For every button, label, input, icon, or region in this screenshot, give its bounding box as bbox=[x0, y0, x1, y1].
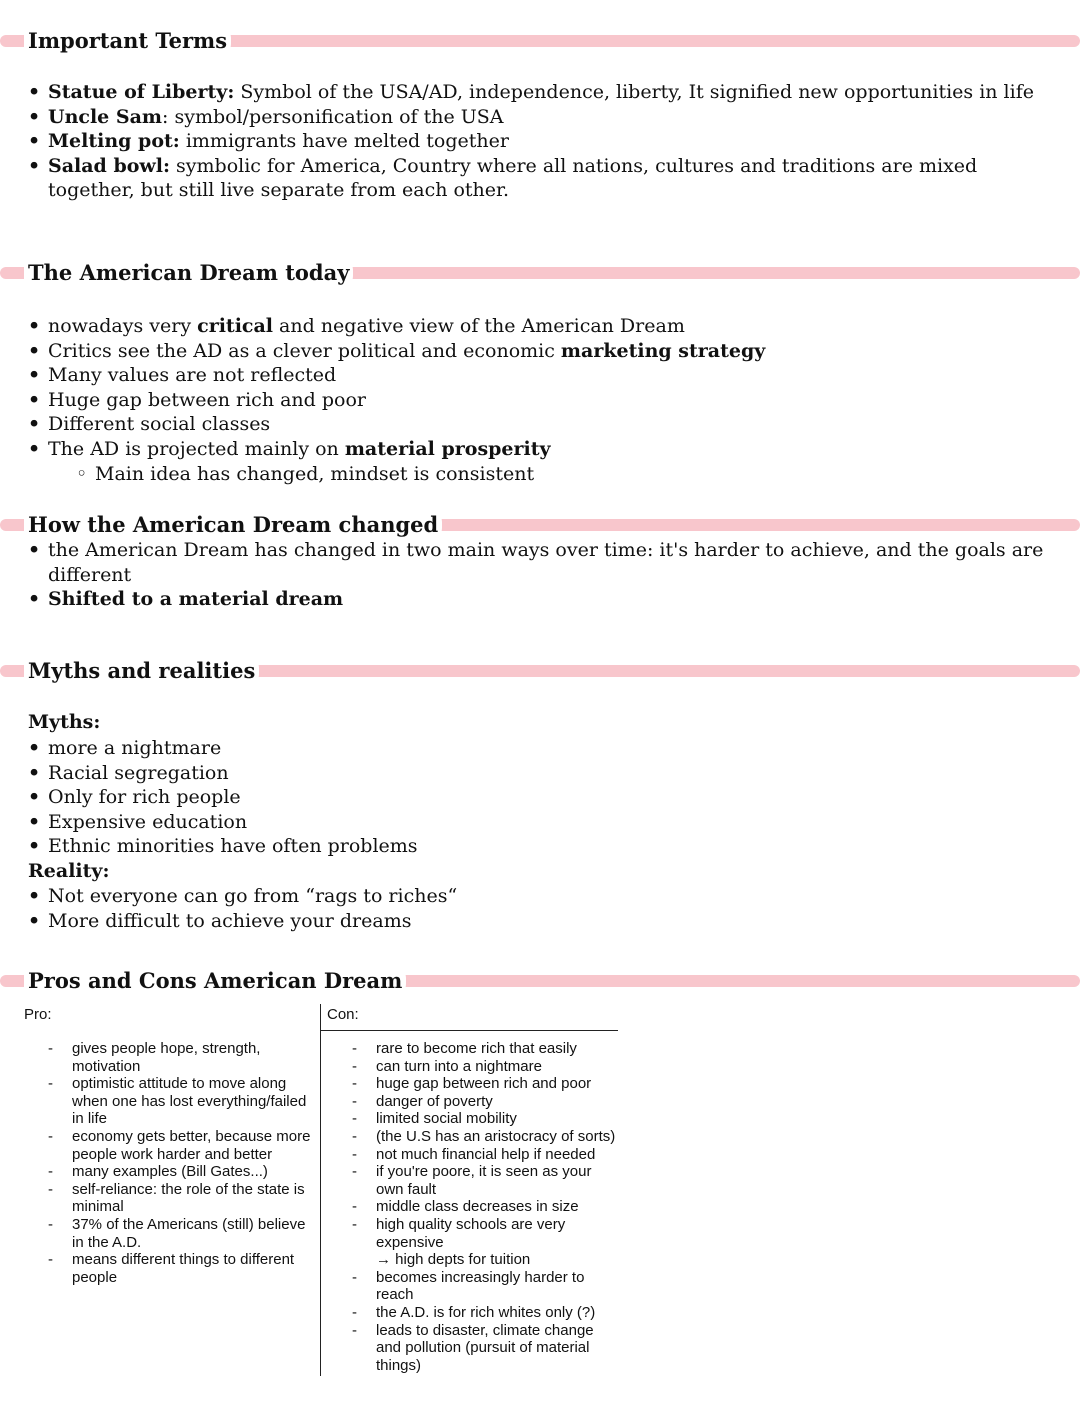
list-item: • the American Dream has changed in two main ways over time: it's harder to achieve, and the goals are different bbox=[28, 538, 1068, 587]
list-item: • Melting pot: immigrants have melted together bbox=[28, 129, 1048, 154]
list-item: • Many values are not reflected bbox=[28, 363, 1028, 388]
list-item: - optimistic attitude to move along when one has lost everything/failed in life bbox=[48, 1075, 318, 1128]
list-item: • The AD is projected mainly on material prosperity bbox=[28, 437, 1028, 462]
reality-list bbox=[28, 884, 628, 933]
list-item: - middle class decreases in size bbox=[352, 1198, 622, 1216]
list-item: - the A.D. is for rich whites only (?) bbox=[352, 1304, 622, 1322]
list-item: - many examples (Bill Gates...) bbox=[48, 1163, 318, 1181]
list-item: • Racial segregation bbox=[28, 761, 628, 786]
list-item: • Salad bowl: symbolic for America, Country where all nations, cultures and traditions are mixed together, but still live separate from each other. bbox=[28, 154, 1048, 203]
list-item: - danger of poverty bbox=[352, 1093, 622, 1111]
changed-list bbox=[28, 538, 1068, 612]
list-item: • Critics see the AD as a clever political and economic marketing strategy bbox=[28, 339, 1028, 364]
section-heading-important-terms bbox=[0, 26, 1080, 56]
section-title: Myths and realities bbox=[24, 656, 259, 686]
header-rule bbox=[320, 1030, 618, 1031]
list-item: - becomes increasingly harder to reach bbox=[352, 1269, 622, 1304]
list-item: - rare to become rich that easily bbox=[352, 1040, 622, 1058]
pros-cons-table bbox=[0, 1000, 640, 1380]
list-item: - 37% of the Americans (still) believe in the A.D. bbox=[48, 1216, 318, 1251]
list-item: - (the U.S has an aristocracy of sorts) bbox=[352, 1128, 622, 1146]
list-item: • Not everyone can go from “rags to riches“ bbox=[28, 884, 628, 909]
list-item: - self-reliance: the role of the state is minimal bbox=[48, 1181, 318, 1216]
today-list bbox=[28, 314, 1028, 486]
list-item: • more a nightmare bbox=[28, 736, 628, 761]
cons-list bbox=[352, 1040, 622, 1374]
list-item: • Huge gap between rich and poor bbox=[28, 388, 1028, 413]
section-heading-pros-cons bbox=[0, 966, 1080, 996]
pro-column-header: Pro: bbox=[24, 1006, 52, 1023]
reality-label: Reality: bbox=[28, 860, 110, 882]
list-item: - if you're poore, it is seen as your own fault bbox=[352, 1163, 622, 1198]
sub-list-item: ◦ Main idea has changed, mindset is consistent bbox=[28, 462, 1028, 487]
section-title: Important Terms bbox=[24, 26, 231, 56]
terms-list bbox=[28, 80, 1048, 203]
list-item: • Expensive education bbox=[28, 810, 628, 835]
list-item: • Only for rich people bbox=[28, 785, 628, 810]
list-item: - means different things to different people bbox=[48, 1251, 318, 1286]
list-item: - can turn into a nightmare bbox=[352, 1058, 622, 1076]
list-item: • Shifted to a material dream bbox=[28, 587, 1068, 612]
list-item: • Ethnic minorities have often problems bbox=[28, 834, 628, 859]
list-item: - economy gets better, because more people work harder and better bbox=[48, 1128, 318, 1163]
section-title: Pros and Cons American Dream bbox=[24, 966, 406, 996]
list-item: • More difficult to achieve your dreams bbox=[28, 909, 628, 934]
myths-label: Myths: bbox=[28, 711, 101, 733]
list-item: - limited social mobility bbox=[352, 1110, 622, 1128]
con-column-header: Con: bbox=[327, 1006, 359, 1023]
section-heading-how-dream-changed bbox=[0, 510, 1080, 540]
myths-list bbox=[28, 736, 628, 859]
list-item: • Different social classes bbox=[28, 412, 1028, 437]
list-item: • nowadays very critical and negative view of the American Dream bbox=[28, 314, 1028, 339]
column-divider bbox=[320, 1004, 321, 1376]
list-item: • Statue of Liberty: Symbol of the USA/AD, independence, liberty, It signified new opportunities in life bbox=[28, 80, 1048, 105]
list-item-continuation: → high depts for tuition bbox=[376, 1251, 531, 1269]
list-item: - high quality schools are very expensive bbox=[352, 1216, 622, 1251]
list-item: • Uncle Sam: symbol/personification of the USA bbox=[28, 105, 1048, 130]
list-item: - leads to disaster, climate change and pollution (pursuit of material things) bbox=[352, 1322, 622, 1375]
pros-list bbox=[48, 1040, 318, 1286]
section-title: The American Dream today bbox=[24, 258, 353, 288]
list-item: - not much financial help if needed bbox=[352, 1146, 622, 1164]
section-title: How the American Dream changed bbox=[24, 510, 442, 540]
list-item: - gives people hope, strength, motivation bbox=[48, 1040, 318, 1075]
section-heading-american-dream-today bbox=[0, 258, 1080, 288]
section-heading-myths-realities bbox=[0, 656, 1080, 686]
list-item: - huge gap between rich and poor bbox=[352, 1075, 622, 1093]
